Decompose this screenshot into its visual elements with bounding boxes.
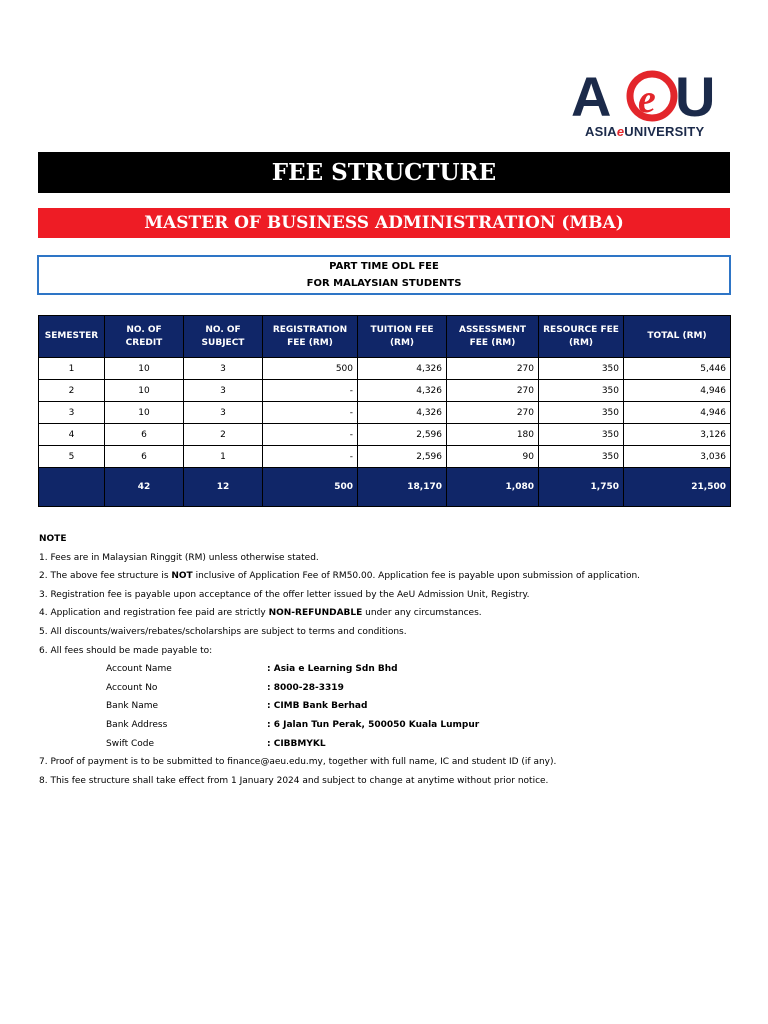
notes-section xyxy=(39,530,739,790)
cell-resource-fee: 350 xyxy=(539,424,624,446)
bank-address-row xyxy=(39,716,739,735)
cell-resource-fee: 350 xyxy=(539,380,624,402)
note-2-emphasis: NOT xyxy=(171,571,193,582)
note-5: 5. All discounts/waivers/rebates/scholarships are subject to terms and conditions. xyxy=(39,626,407,637)
bank-address-label: Bank Address xyxy=(106,719,168,730)
note-6: 6. All fees should be made payable to: xyxy=(39,645,213,656)
total-resource-fee: 1,750 xyxy=(539,468,624,507)
fee-category-line2: FOR MALAYSIAN STUDENTS xyxy=(306,278,462,289)
cell-credit: 6 xyxy=(105,424,184,446)
note-4 xyxy=(39,604,739,623)
header-registration-fee: REGISTRATION FEE (RM) xyxy=(263,316,358,358)
cell-tuition-fee: 2,596 xyxy=(358,424,447,446)
cell-semester: 1 xyxy=(39,358,105,380)
cell-credit: 10 xyxy=(105,358,184,380)
fee-category-box xyxy=(37,255,731,295)
total-subject: 12 xyxy=(184,468,263,507)
account-no-value: : 8000-28-3319 xyxy=(267,682,344,693)
cell-tuition-fee: 4,326 xyxy=(358,402,447,424)
cell-resource-fee: 350 xyxy=(539,402,624,424)
table-header-row xyxy=(39,316,731,358)
cell-total: 4,946 xyxy=(624,380,731,402)
logo-letter-e: e xyxy=(638,76,656,121)
header-assessment-fee: ASSESSMENT FEE (RM) xyxy=(447,316,539,358)
account-name-label: Account Name xyxy=(106,664,172,675)
total-credit: 42 xyxy=(105,468,184,507)
table-row xyxy=(39,402,731,424)
note-2-text-a: 2. The above fee structure is xyxy=(39,571,172,582)
header-credit: NO. OF CREDIT xyxy=(105,316,184,358)
account-no-label: Account No xyxy=(106,682,158,693)
cell-registration-fee: - xyxy=(263,402,358,424)
swift-code-value: : CIBBMYKL xyxy=(267,738,326,749)
note-4-text-a: 4. Application and registration fee paid are strictly xyxy=(39,608,269,619)
table-total-row xyxy=(39,468,731,507)
bank-name-label: Bank Name xyxy=(106,701,159,712)
cell-tuition-fee: 4,326 xyxy=(358,358,447,380)
account-no-row xyxy=(39,679,739,698)
cell-total: 4,946 xyxy=(624,402,731,424)
cell-registration-fee: - xyxy=(263,424,358,446)
cell-total: 3,036 xyxy=(624,446,731,468)
header-tuition-fee: TUITION FEE (RM) xyxy=(358,316,447,358)
fee-category-line1: PART TIME ODL FEE xyxy=(329,261,439,272)
university-logo xyxy=(571,68,731,140)
cell-assessment-fee: 270 xyxy=(447,358,539,380)
cell-total: 5,446 xyxy=(624,358,731,380)
cell-semester: 4 xyxy=(39,424,105,446)
cell-resource-fee: 350 xyxy=(539,358,624,380)
account-name-row xyxy=(39,660,739,679)
swift-code-label: Swift Code xyxy=(106,738,155,749)
cell-total: 3,126 xyxy=(624,424,731,446)
logo-wordmark-asia: ASIA xyxy=(585,124,617,139)
cell-subject: 1 xyxy=(184,446,263,468)
program-title: MASTER OF BUSINESS ADMINISTRATION (MBA) xyxy=(38,208,730,238)
cell-registration-fee: 500 xyxy=(263,358,358,380)
table-row xyxy=(39,358,731,380)
bank-name-value: : CIMB Bank Berhad xyxy=(267,701,368,712)
page-title: FEE STRUCTURE xyxy=(38,152,730,193)
table-row xyxy=(39,446,731,468)
note-2 xyxy=(39,567,739,586)
cell-credit: 10 xyxy=(105,380,184,402)
cell-subject: 3 xyxy=(184,402,263,424)
cell-semester: 3 xyxy=(39,402,105,424)
note-8: 8. This fee structure shall take effect from 1 January 2024 and subject to change at anytime without prior notice. xyxy=(39,775,549,786)
logo-letter-a: A xyxy=(571,68,612,122)
notes-heading: NOTE xyxy=(39,534,67,544)
logo-letter-u: U xyxy=(675,68,716,122)
cell-assessment-fee: 270 xyxy=(447,402,539,424)
cell-assessment-fee: 270 xyxy=(447,380,539,402)
logo-wordmark-e: e xyxy=(616,124,625,139)
cell-credit: 10 xyxy=(105,402,184,424)
cell-subject: 3 xyxy=(184,358,263,380)
cell-registration-fee: - xyxy=(263,380,358,402)
total-tuition-fee: 18,170 xyxy=(358,468,447,507)
header-subject: NO. OF SUBJECT xyxy=(184,316,263,358)
account-name-value: : Asia e Learning Sdn Bhd xyxy=(267,664,398,675)
cell-assessment-fee: 90 xyxy=(447,446,539,468)
swift-code-row xyxy=(39,735,739,754)
logo-wordmark xyxy=(585,124,731,139)
cell-subject: 3 xyxy=(184,380,263,402)
cell-registration-fee: - xyxy=(263,446,358,468)
cell-credit: 6 xyxy=(105,446,184,468)
total-semester xyxy=(39,468,105,507)
note-7: 7. Proof of payment is to be submitted to finance@aeu.edu.my, together with full name, IC and student ID (if any). xyxy=(39,757,557,768)
table-row xyxy=(39,380,731,402)
cell-resource-fee: 350 xyxy=(539,446,624,468)
cell-tuition-fee: 2,596 xyxy=(358,446,447,468)
cell-tuition-fee: 4,326 xyxy=(358,380,447,402)
cell-subject: 2 xyxy=(184,424,263,446)
note-2-text-c: inclusive of Application Fee of RM50.00. Application fee is payable upon submission of application. xyxy=(192,571,641,582)
logo-wordmark-university: UNIVERSITY xyxy=(624,124,705,139)
header-semester: SEMESTER xyxy=(39,316,105,358)
cell-assessment-fee: 180 xyxy=(447,424,539,446)
total-registration-fee: 500 xyxy=(263,468,358,507)
bank-address-value: : 6 Jalan Tun Perak, 500050 Kuala Lumpur xyxy=(267,719,480,730)
cell-semester: 5 xyxy=(39,446,105,468)
note-4-text-c: under any circumstances. xyxy=(362,608,482,619)
note-1: 1. Fees are in Malaysian Ringgit (RM) unless otherwise stated. xyxy=(39,552,319,563)
header-total: TOTAL (RM) xyxy=(624,316,731,358)
cell-semester: 2 xyxy=(39,380,105,402)
total-grand: 21,500 xyxy=(624,468,731,507)
note-4-emphasis: NON-REFUNDABLE xyxy=(268,608,363,619)
table-row xyxy=(39,424,731,446)
fee-table xyxy=(38,315,731,507)
bank-name-row xyxy=(39,697,739,716)
total-assessment-fee: 1,080 xyxy=(447,468,539,507)
aeu-logo-mark xyxy=(571,68,731,122)
note-3: 3. Registration fee is payable upon acceptance of the offer letter issued by the AeU Admission Unit, Registry. xyxy=(39,589,530,600)
header-resource-fee: RESOURCE FEE (RM) xyxy=(539,316,624,358)
